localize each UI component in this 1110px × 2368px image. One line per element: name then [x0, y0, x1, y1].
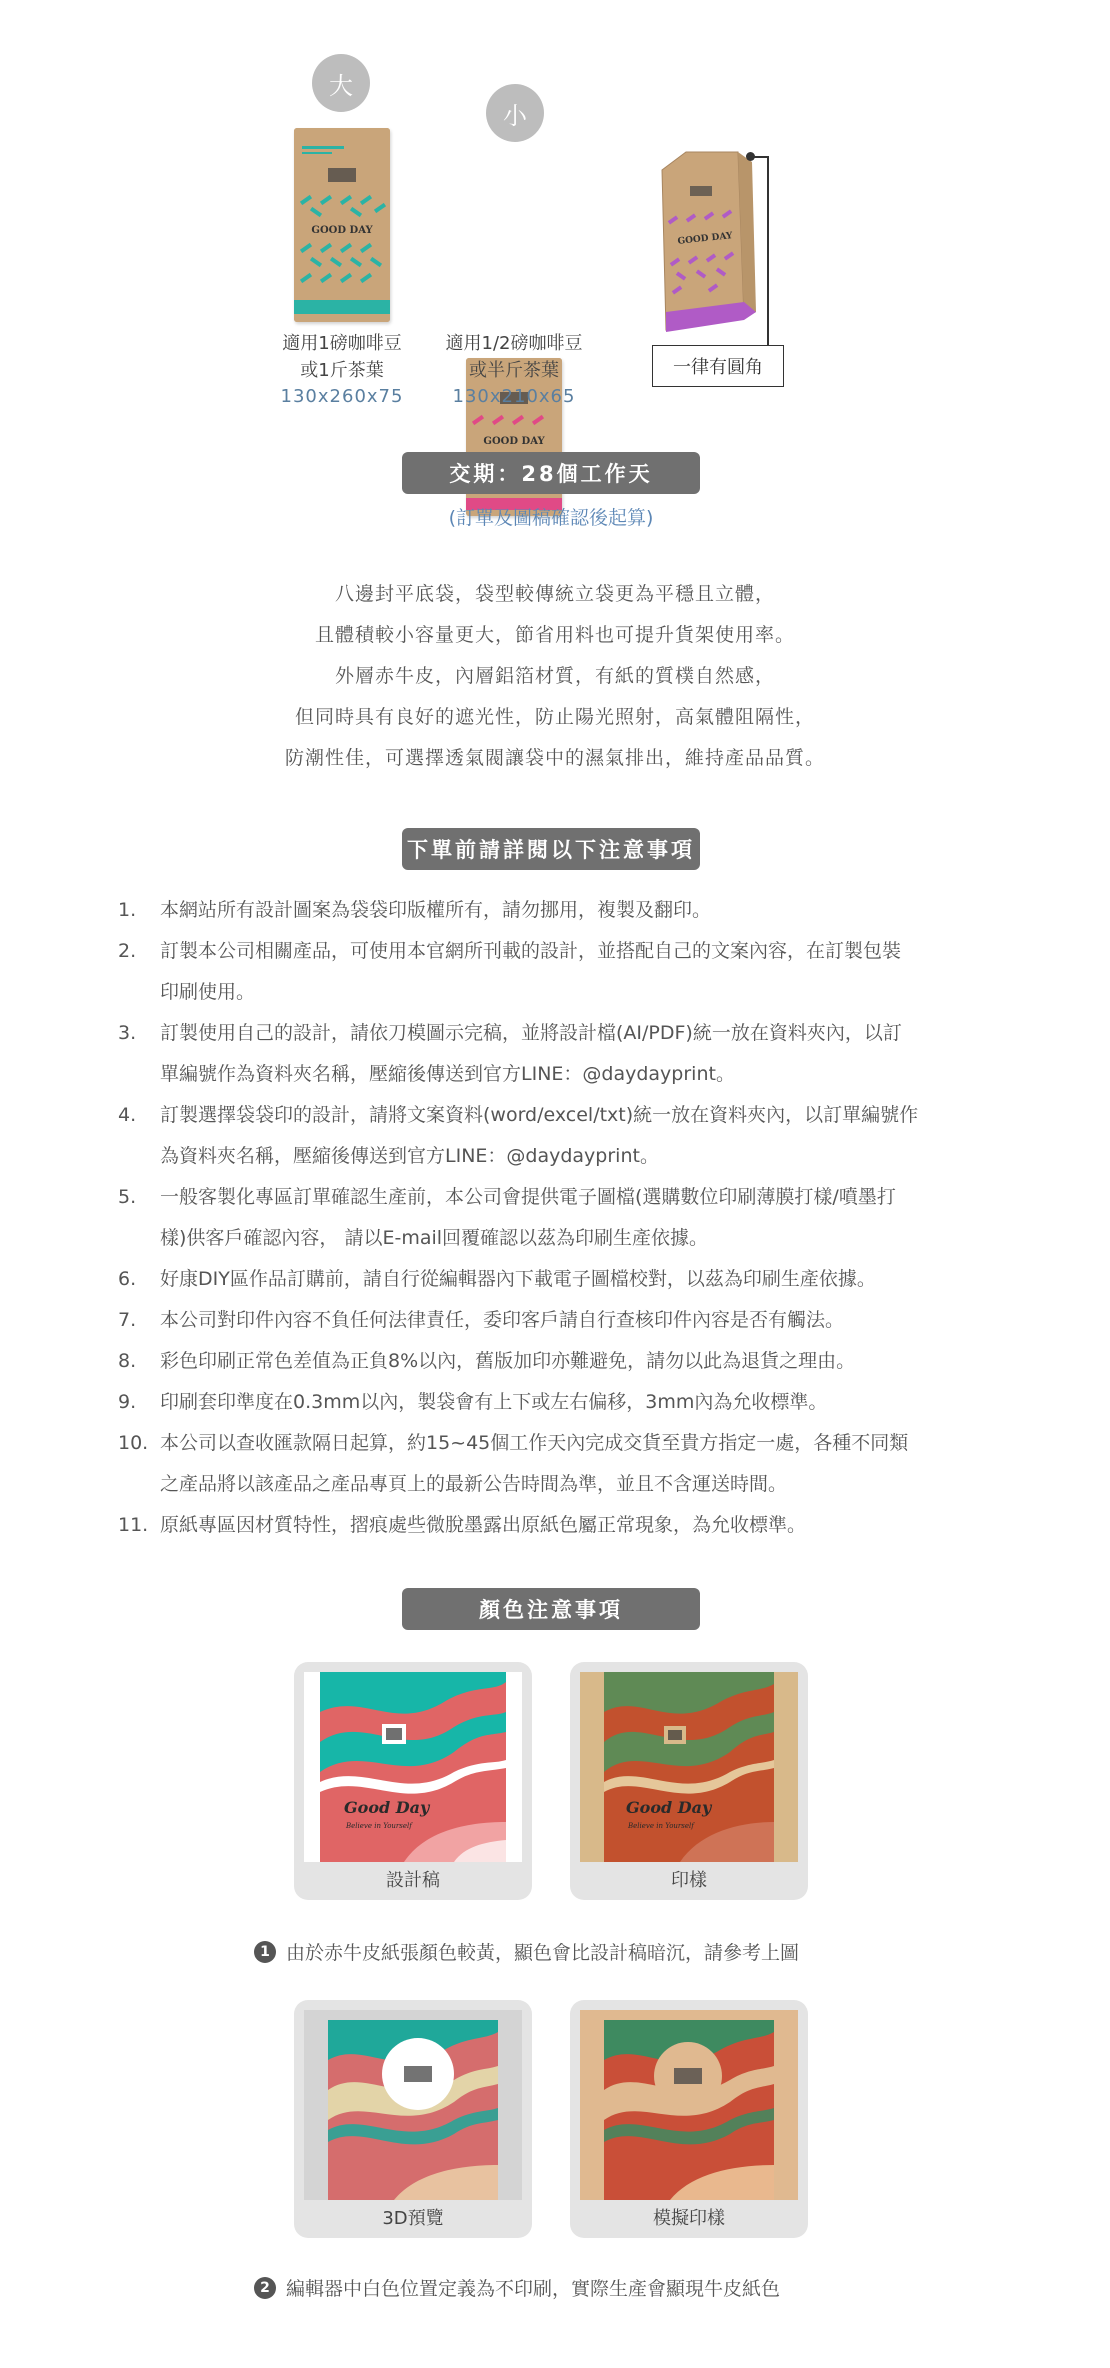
3d-preview-card [294, 2000, 532, 2238]
size-badge-large: 大 [312, 54, 370, 112]
notice-number: 2. [118, 940, 137, 962]
notice-number: 8. [118, 1350, 137, 1372]
print-script-text: Good Day [626, 1798, 712, 1817]
notice-number: 6. [118, 1268, 137, 1290]
print-sample-label: 印樣 [671, 1870, 707, 1891]
note-number-2: 2 [254, 2277, 276, 2299]
color-note-1 [254, 1938, 799, 1965]
small-bag-caption-line1: 適用1/2磅咖啡豆 [445, 333, 583, 354]
notice-number: 3. [118, 1022, 137, 1044]
color-note-2 [254, 2274, 780, 2301]
notice-text: 好康DIY區作品訂購前，請自行從編輯器內下載電子圖檔校對，以茲為印刷生產依據。 [160, 1268, 876, 1290]
notice-item [118, 1013, 998, 1095]
large-bag-dimensions: 130x260x75 [280, 386, 404, 407]
notice-text: 之產品將以該產品之產品專頁上的最新公告時間為準，並且不含運送時間。 [160, 1473, 788, 1495]
notice-item [118, 1177, 998, 1259]
notice-text: 原紙專區因材質特性，摺痕處些微脫墨露出原紙色屬正常現象，為允收標準。 [160, 1514, 807, 1536]
notice-number: 5. [118, 1186, 137, 1208]
notice-text: 本公司對印件內容不負任何法律責任，委印客戶請自行查核印件內容是否有觸法。 [160, 1309, 845, 1331]
notice-text: 本網站所有設計圖案為袋袋印版權所有，請勿挪用，複製及翻印。 [160, 899, 712, 921]
notice-text: 印刷套印準度在0.3mm以內，製袋會有上下或左右偏移，3mm內為允收標準。 [160, 1391, 828, 1413]
notice-item [118, 890, 998, 931]
notice-item [118, 1095, 998, 1177]
note-number-1: 1 [254, 1941, 276, 1963]
simulated-print-image [580, 2010, 798, 2200]
side-bag-image [656, 148, 766, 338]
notice-item [118, 1300, 998, 1341]
description-line: 八邊封平底袋，袋型較傳統立袋更為平穩且立體， [334, 583, 775, 605]
notice-number: 11. [118, 1514, 149, 1536]
design-script-text: Good Day [344, 1798, 430, 1817]
notice-text: 本公司以查收匯款隔日起算，約15~45個工作天內完成交貨至貴方指定一處，各種不同類 [160, 1432, 909, 1454]
delivery-pill: 交期：28個工作天 [402, 452, 700, 494]
color-note-2-text: 編輯器中白色位置定義為不印刷，實際生產會顯現牛皮紙色 [286, 2278, 781, 2300]
design-proof-label: 設計稿 [386, 1870, 440, 1891]
notice-number: 9. [118, 1391, 137, 1413]
small-bag-label: GOOD DAY [483, 436, 545, 447]
size-badge-small: 小 [486, 84, 544, 142]
notice-text: 訂製使用自己的設計，請依刀模圖示完稿，並將設計檔(AI/PDF)統一放在資料夾內，以訂 [160, 1022, 902, 1044]
large-bag-caption [262, 330, 422, 407]
design-proof-card [294, 1662, 532, 1900]
notice-text: 印刷使用。 [160, 981, 256, 1003]
notice-item [118, 1505, 998, 1546]
delivery-note: (訂單及圖稿確認後起算) [448, 507, 654, 529]
notice-number: 10. [118, 1432, 149, 1454]
notice-item [118, 1382, 998, 1423]
small-bag-dimensions: 130x210x65 [452, 386, 576, 407]
large-bag-label: GOOD DAY [311, 225, 373, 236]
side-bag-label: GOOD DAY [677, 231, 733, 247]
small-bag-caption [424, 330, 604, 407]
description-line: 且體積較小容量更大，節省用料也可提升貨架使用率。 [314, 624, 795, 646]
notice-text: 單編號作為資料夾名稱，壓縮後傳送到官方LINE：@daydayprint。 [160, 1063, 735, 1085]
color-notes-pill: 顏色注意事項 [402, 1588, 700, 1630]
rounded-corner-callout: 一律有圓角 [652, 345, 784, 387]
simulated-print-card [570, 2000, 808, 2238]
notice-text: 為資料夾名稱，壓縮後傳送到官方LINE：@daydayprint。 [160, 1145, 659, 1167]
notice-item [118, 1423, 998, 1505]
notice-number: 7. [118, 1309, 137, 1331]
simulated-print-label: 模擬印樣 [653, 2208, 725, 2229]
large-bag-caption-line1: 適用1磅咖啡豆 [282, 333, 402, 354]
notice-item [118, 931, 998, 1013]
description-line: 防潮性佳，可選擇透氣閥讓袋中的濕氣排出，維持產品品質。 [284, 747, 825, 769]
product-description [150, 574, 960, 779]
notice-number: 4. [118, 1104, 137, 1126]
notice-item [118, 1341, 998, 1382]
3d-preview-label: 3D預覽 [382, 2208, 444, 2229]
notice-text: 彩色印刷正常色差值為正負8%以內，舊版加印亦難避免，請勿以此為退貨之理由。 [160, 1350, 856, 1372]
large-bag-image [294, 128, 390, 322]
design-tagline-text: Believe in Yourself [346, 1822, 412, 1830]
notices-list [118, 890, 998, 1546]
small-bag-caption-line2: 或半斤茶葉 [469, 360, 559, 381]
large-bag-caption-line2: 或1斤茶葉 [300, 360, 384, 381]
callout-dot [746, 152, 755, 161]
3d-preview-image [304, 2010, 522, 2200]
notice-number: 1. [118, 899, 137, 921]
notice-item [118, 1259, 998, 1300]
notice-text: 訂製選擇袋袋印的設計，請將文案資料(word/excel/txt)統一放在資料夾內，以訂單編號作 [160, 1104, 919, 1126]
notice-text: 樣)供客戶確認內容， 請以E-mail回覆確認以茲為印刷生產依據。 [160, 1227, 709, 1249]
print-sample-card [570, 1662, 808, 1900]
description-line: 外層赤牛皮，內層鋁箔材質，有紙的質樸自然感， [334, 665, 775, 687]
notice-text: 訂製本公司相關產品，可使用本官網所刊載的設計，並搭配自己的文案內容，在訂製包裝 [160, 940, 902, 962]
callout-line-vertical [767, 156, 769, 346]
notices-pill: 下單前請詳閱以下注意事項 [402, 828, 700, 870]
print-sample-image [580, 1672, 798, 1862]
description-line: 但同時具有良好的遮光性，防止陽光照射，高氣體阻隔性， [294, 706, 815, 728]
notice-text: 一般客製化專區訂單確認生產前，本公司會提供電子圖檔(選購數位印刷薄膜打樣/噴墨打 [160, 1186, 896, 1208]
color-note-1-text: 由於赤牛皮紙張顏色較黃，顯色會比設計稿暗沉，請參考上圖 [286, 1942, 800, 1964]
design-proof-image [304, 1672, 522, 1862]
print-tagline-text: Believe in Yourself [628, 1822, 694, 1830]
